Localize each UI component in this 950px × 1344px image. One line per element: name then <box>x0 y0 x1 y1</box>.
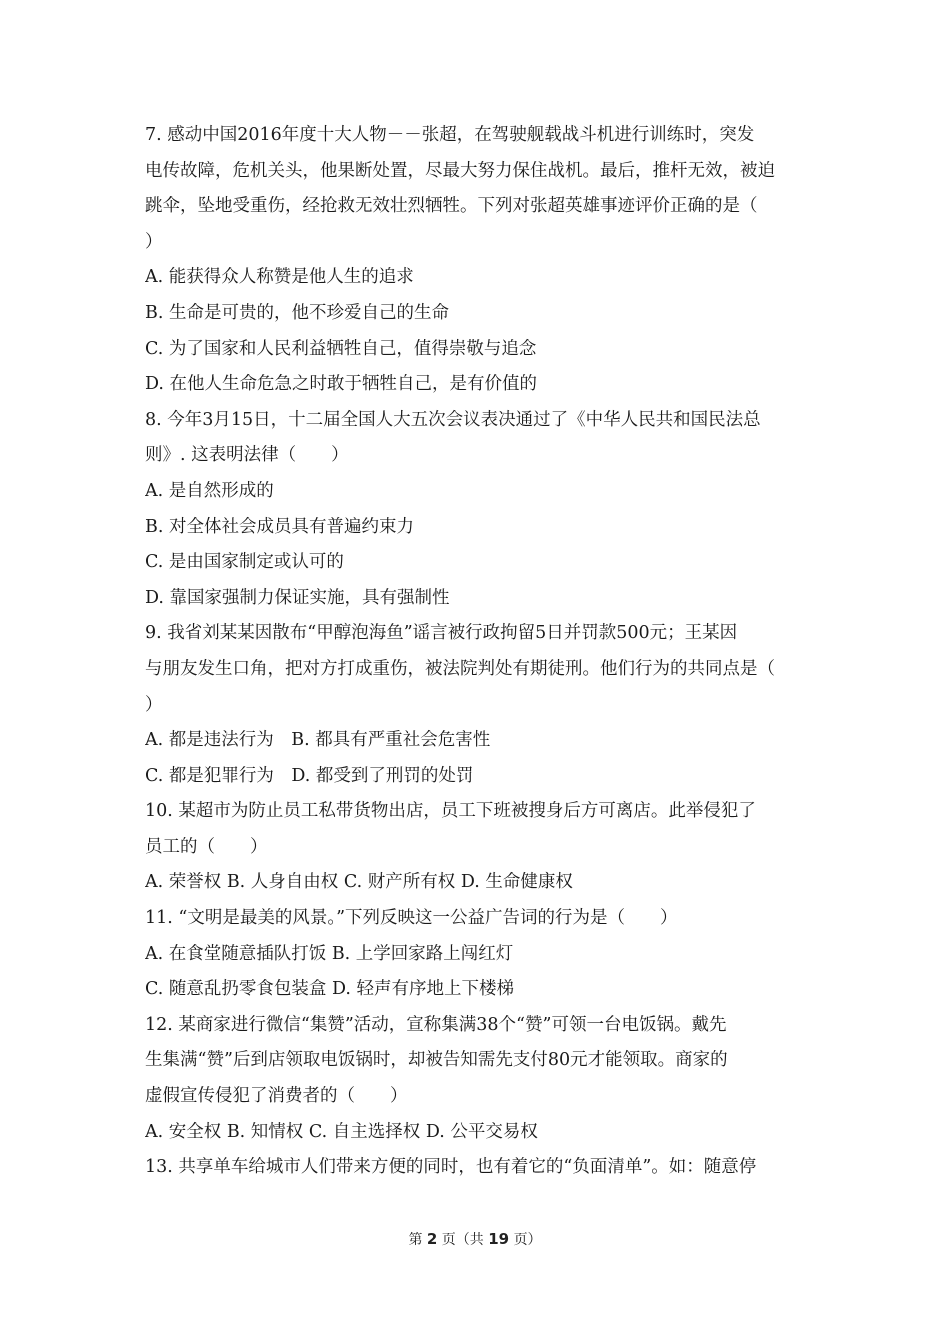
text-line: D. 在他人生命危急之时敢于牺牲自己，是有价值的 <box>145 374 538 395</box>
text-line: C. 随意乱扔零食包装盒 D. 轻声有序地上下楼梯 <box>145 979 514 1000</box>
text-line: 虚假宣传侵犯了消费者的（ ） <box>145 1086 408 1107</box>
text-line: A. 都是违法行为 B. 都具有严重社会危害性 <box>145 730 491 751</box>
footer-page-number: 2 <box>426 1230 438 1248</box>
text-line: ） <box>145 231 163 252</box>
text-line: C. 为了国家和人民利益牺牲自己，值得崇敬与追念 <box>145 338 537 359</box>
text-line: 11. “文明是最美的风景。”下列反映这一公益广告词的行为是（ ） <box>145 908 678 929</box>
text-line: 电传故障，危机关头，他果断处置，尽最大努力保住战机。最后，推杆无效，被迫 <box>145 160 775 181</box>
footer-prefix: 第 <box>408 1232 423 1248</box>
text-line: C. 都是犯罪行为 D. 都受到了刑罚的处罚 <box>145 765 474 786</box>
text-line: 13. 共享单车给城市人们带来方便的同时，也有着它的“负面清单”。如：随意停 <box>145 1157 757 1178</box>
text-line: D. 靠国家强制力保证实施，具有强制性 <box>145 587 450 608</box>
text-line: 则》. 这表明法律（ ） <box>145 445 349 466</box>
text-line: 7. 感动中国2016年度十大人物－－张超，在驾驶舰载战斗机进行训练时，突发 <box>145 125 755 145</box>
text-line: 跳伞，坠地受重伤，经抢救无效壮烈牺牲。下列对张超英雄事迹评价正确的是（ <box>145 196 758 217</box>
text-line: 8. 今年3月15日，十二届全国人大五次会议表决通过了《中华人民共和国民法总 <box>145 409 761 430</box>
text-line: A. 荣誉权 B. 人身自由权 C. 财产所有权 D. 生命健康权 <box>145 872 573 893</box>
footer-suffix: 页） <box>513 1232 542 1248</box>
text-line: A. 是自然形成的 <box>145 480 274 501</box>
text-line: A. 在食堂随意插队打饭 B. 上学回家路上闯红灯 <box>145 943 514 964</box>
text-line: ） <box>145 694 163 715</box>
text-line: B. 对全体社会成员具有普遍约束力 <box>145 516 414 537</box>
text-line: B. 生命是可贵的，他不珍爱自己的生命 <box>145 302 449 323</box>
footer-middle: 页（共 <box>441 1232 484 1248</box>
text-line: A. 安全权 B. 知情权 C. 自主选择权 D. 公平交易权 <box>145 1121 538 1142</box>
text-line: 与朋友发生口角，把对方打成重伤，被法院判处有期徒刑。他们行为的共同点是（ <box>145 658 775 679</box>
text-line: C. 是由国家制定或认可的 <box>145 552 344 573</box>
text-line: 员工的（ ） <box>145 836 268 857</box>
page-footer <box>0 1228 950 1251</box>
question-text-body <box>145 118 810 1186</box>
text-line: A. 能获得众人称赞是他人生的追求 <box>145 267 414 288</box>
text-line: 生集满“赞”后到店领取电饭锅时，却被告知需先支付80元才能领取。商家的 <box>145 1050 728 1071</box>
text-line: 12. 某商家进行微信“集赞”活动，宣称集满38个“赞”可领一台电饭锅。戴先 <box>145 1014 727 1035</box>
text-line: 10. 某超市为防止员工私带货物出店，员工下班被搜身后方可离店。此举侵犯了 <box>145 801 756 822</box>
text-line: 9. 我省刘某某因散布“甲醇泡海鱼”谣言被行政拘留5日并罚款500元；王某因 <box>145 623 738 644</box>
footer-total-pages: 19 <box>488 1230 510 1248</box>
